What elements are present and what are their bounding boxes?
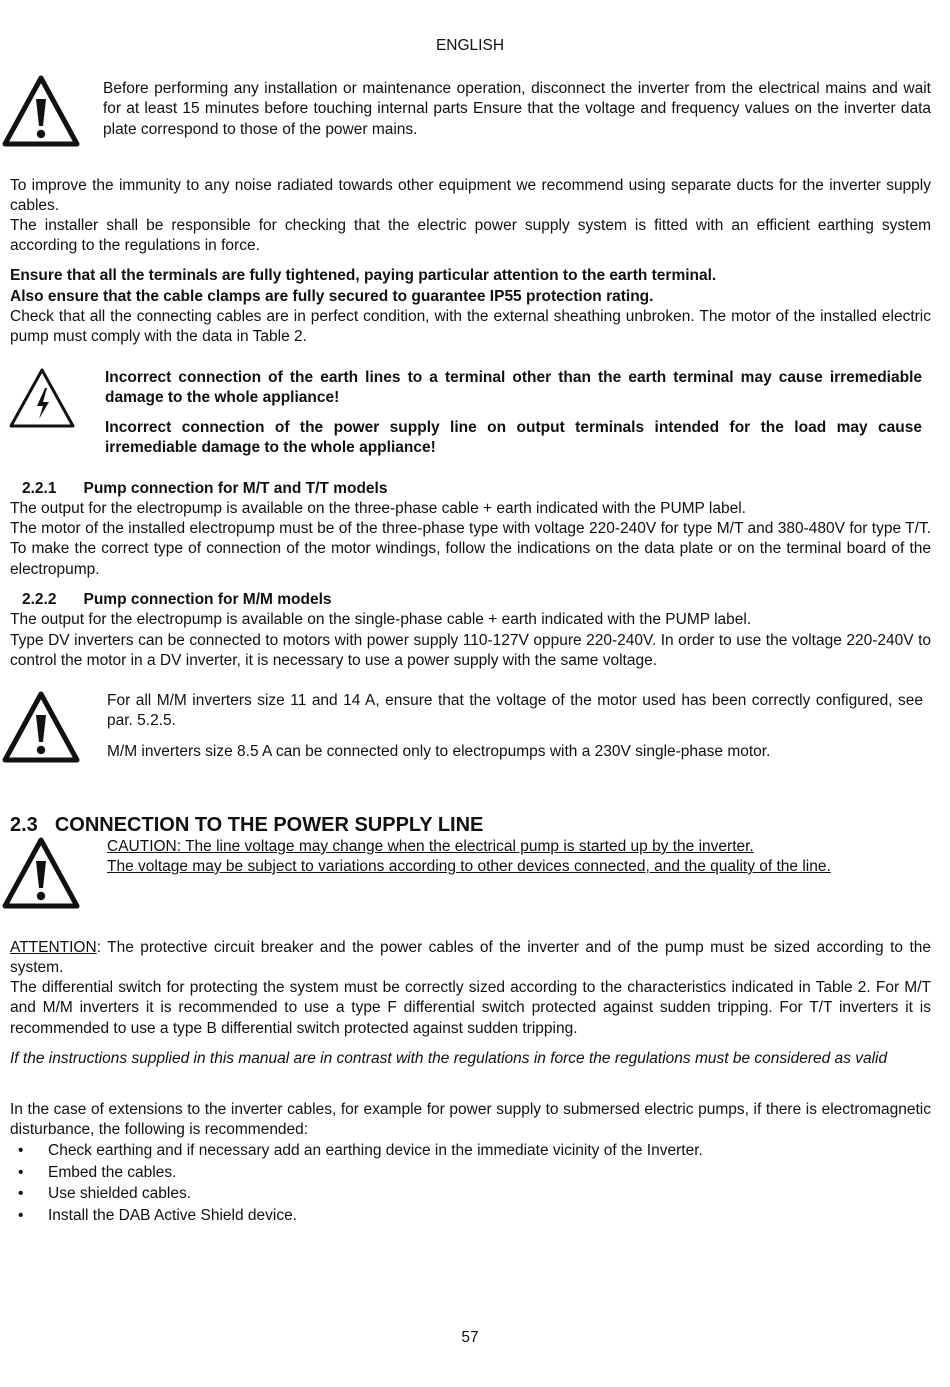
line-voltage-caution: CAUTION: The line voltage may change when the electrical pump is started up by the inverter.: [107, 838, 754, 855]
list-item: • Check earthing and if necessary add an earthing device in the immediate vicinity of the Inverter.: [10, 1141, 931, 1163]
three-phase-motor-paragraph: The motor of the installed electropump must be of the three-phase type with voltage 220-240V for type M/T and 380-480V for type T/T. To make the correct type of connection of the motor windings, follow the indications on the data plate or on the terminal board of the electropump.: [10, 520, 931, 578]
section-title: Pump connection for M/M models: [83, 591, 332, 608]
warning-triangle-icon: [2, 837, 80, 909]
section-number: 2.2.2: [22, 591, 57, 608]
section-title: Pump connection for M/T and T/T models: [83, 480, 388, 497]
installer-paragraph: The installer shall be responsible for checking that the electric power supply system is fitted with an efficient earthing system according to the regulations in force.: [10, 217, 931, 255]
recommendations-list: [10, 1141, 931, 1227]
section-2-2-2-heading: [22, 590, 332, 610]
size-8-5-warning: M/M inverters size 8.5 A can be connected only to electropumps with a 230V single-phase motor.: [107, 743, 771, 760]
attention-text: : The protective circuit breaker and the power cables of the inverter and of the pump must be sized according to the system.: [10, 939, 931, 977]
dv-inverters-paragraph: Type DV inverters can be connected to motors with power supply 110-127V oppure 220-240V. In order to use the voltage 220-240V to control the motor in a DV inverter, it is necessary to use a power supply with the same voltage.: [10, 632, 931, 670]
voltage-variation-caution: The voltage may be subject to variations according to other devices connected, and the quality of the line.: [107, 858, 831, 875]
electric-hazard-icon: [7, 366, 77, 430]
bullet-dot: •: [18, 1142, 24, 1159]
list-item: • Use shielded cables.: [10, 1184, 931, 1206]
extensions-paragraph: In the case of extensions to the inverter cables, for example for power supply to submersed electric pumps, if there is electromagnetic disturbance, the following is recommended:: [10, 1101, 931, 1139]
section-number: 2.2.1: [22, 480, 57, 497]
motor-voltage-warning: For all M/M inverters size 11 and 14 A, ensure that the voltage of the motor used has been correctly configured, see par. 5.2.5.: [107, 692, 923, 730]
section-title: CONNECTION TO THE POWER SUPPLY LINE: [54, 814, 484, 836]
earth-lines-warning: Incorrect connection of the earth lines to a terminal other than the earth terminal may cause irremediable damage to the whole appliance!: [105, 369, 922, 407]
bullet-dot: •: [18, 1163, 24, 1181]
bullet-dot: •: [18, 1185, 24, 1202]
section-2-3-heading: [10, 813, 483, 837]
attention-paragraph: [10, 938, 931, 979]
differential-switch-paragraph: The differential switch for protecting the system must be correctly sized according to the characteristics indicated in Table 2. For M/T and M/M inverters it is recommended to use a type F differential switch protected against sudden tripping. For T/T inverters it is recommended to use a type B differential switch protected against sudden tripping.: [10, 979, 931, 1037]
section-2-2-1-heading: [22, 479, 387, 499]
three-phase-output-paragraph: The output for the electropump is available on the three-phase cable + earth indicated with the PUMP label.: [10, 500, 746, 517]
list-item: • Embed the cables.: [10, 1163, 931, 1185]
immunity-paragraph: To improve the immunity to any noise radiated towards other equipment we recommend using separate ducts for the inverter supply cables.: [10, 177, 931, 215]
page-number: 57: [461, 1329, 479, 1346]
warning-triangle-icon: [2, 691, 80, 763]
warning-triangle-icon: [2, 75, 80, 147]
section-number: 2.3: [10, 814, 38, 836]
attention-label: ATTENTION: [10, 939, 97, 956]
clamps-bold-note: Also ensure that the cable clamps are fully secured to guarantee IP55 protection rating.: [10, 288, 654, 305]
regulations-italic-note: If the instructions supplied in this manual are in contrast with the regulations in force the regulations must be considered as valid: [10, 1050, 888, 1067]
page-header: ENGLISH: [435, 37, 505, 54]
bullet-dot: •: [18, 1206, 24, 1224]
output-terminals-warning: Incorrect connection of the power supply line on output terminals intended for the load may cause irremediable damage to the whole appliance!: [105, 419, 922, 457]
check-cables-paragraph: Check that all the connecting cables are in perfect condition, with the external sheathing unbroken. The motor of the installed electric pump must comply with the data in Table 2.: [10, 308, 931, 346]
list-item: • Install the DAB Active Shield device.: [10, 1206, 931, 1228]
terminals-bold-note: Ensure that all the terminals are fully tightened, paying particular attention to the earth terminal.: [10, 267, 717, 284]
single-phase-output-paragraph: The output for the electropump is available on the single-phase cable + earth indicated with the PUMP label.: [10, 611, 752, 628]
warning-disconnect-text: Before performing any installation or maintenance operation, disconnect the inverter from the electrical mains and wait for at least 15 minutes before touching internal parts Ensure that the voltage and frequency values on the inverter data plate correspond to those of the power mains.: [103, 80, 931, 138]
